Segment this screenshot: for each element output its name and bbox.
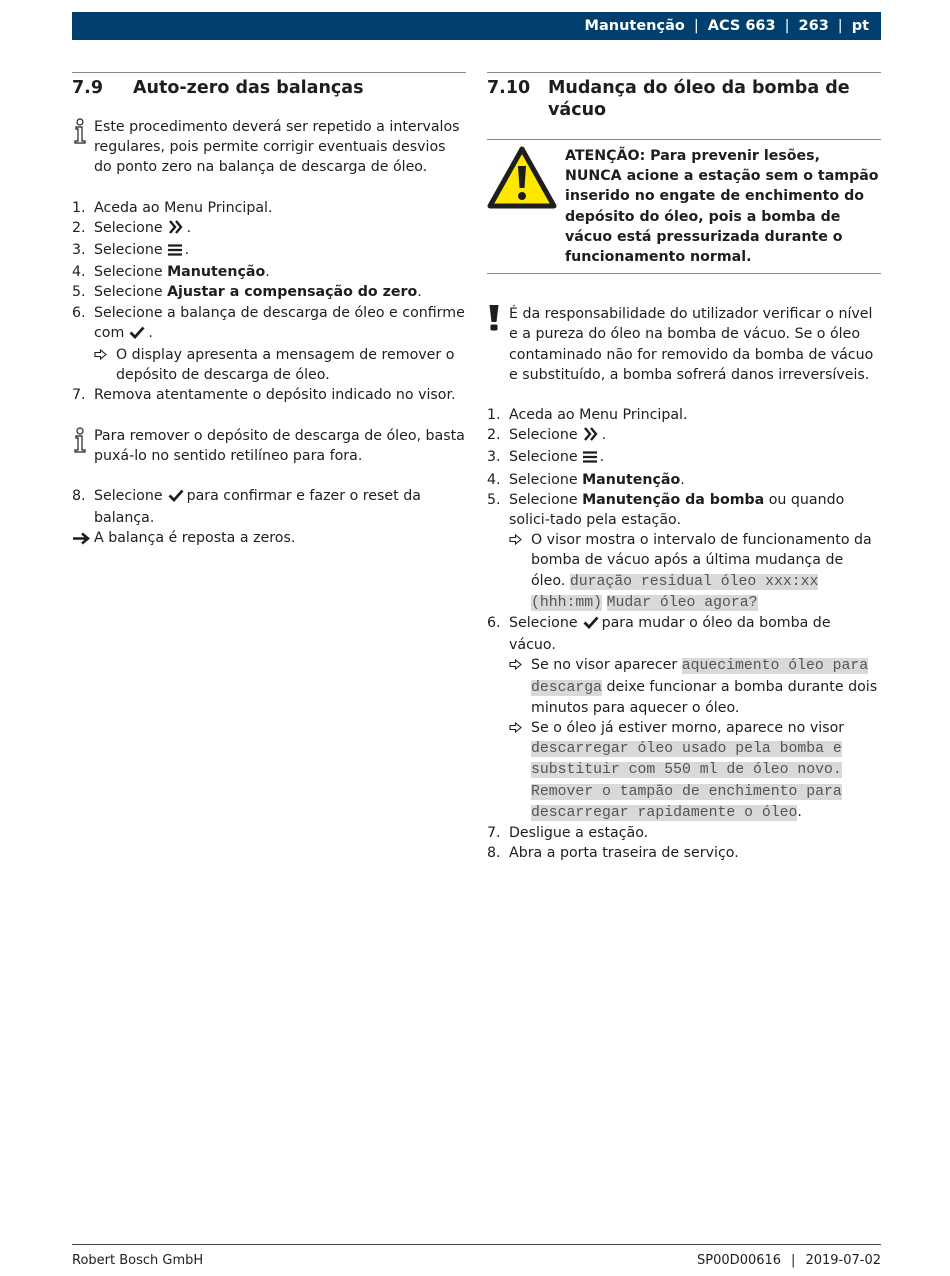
step-item [72,385,466,405]
section-heading: Auto-zero das balanças [133,78,364,98]
menu-option-label: Manutenção [167,264,266,281]
step-item [72,262,466,282]
step-item [72,303,466,345]
step-item [72,218,466,240]
step-item [487,843,881,863]
step-number: 4. [487,471,501,488]
step-text-post: . [148,324,153,341]
step-item [487,470,881,490]
procedure-steps [72,198,466,345]
footer-date: 2019-07-02 [805,1253,881,1268]
header-separator: | [837,18,843,34]
notice-text: É da responsabilidade do utilizador verificar o nível e a pureza do óleo na bomba de vácuo. Se o óleo contaminado não for removido da bomba de vácuo e substituído, a bomba sofrerá danos irreversíveis. [509,306,874,383]
step-text: Aceda ao Menu Principal. [94,199,273,216]
step-text-post: . [417,284,422,301]
result-item [509,655,881,718]
menu-option-label: Manutenção [582,471,681,488]
notice [487,304,881,385]
result-item [94,345,466,385]
step-text-pre: Selecione [94,242,163,259]
step-text-post: para mudar o óleo da bomba de vácuo. [509,615,831,654]
step-number: 1. [487,407,501,424]
section-number: 7.9 [72,78,104,98]
header-lang: pt [851,18,869,34]
step-number: 7. [72,387,86,404]
step-number: 2. [72,219,86,236]
step-number: 5. [487,491,501,508]
procedure-steps [72,385,466,405]
step-text [509,613,881,655]
final-arrow-icon [72,528,94,548]
final-result-text: A balança é reposta a zeros. [94,530,296,547]
footer-info [697,1253,881,1268]
header-separator: | [693,18,699,34]
header-product: ACS 663 [707,18,776,34]
procedure-steps [487,613,881,655]
step-number: 3. [72,242,86,259]
header-page: 263 [798,18,829,34]
step-text-pre: Selecione [94,488,163,505]
menu-icon [168,242,182,262]
header-separator: | [784,18,790,34]
warning-triangle-icon [487,146,565,267]
info-note-text: Para remover o depósito de descarga de óleo, basta puxá-lo no sentido retilíneo para fora. [94,427,465,464]
info-icon [72,117,94,178]
result-text-post: . [797,803,802,820]
step-text: Remova atentamente o depósito indicado no visor. [94,387,456,404]
step-text-pre: Selecione [509,427,578,444]
result-text: O display apresenta a mensagem de remover o depósito de descarga de óleo. [116,347,455,384]
section-title-oil-change [487,72,881,121]
step-text: Desligue a estação. [509,825,649,842]
step-number: 3. [487,449,501,466]
step-text: Abra a porta traseira de serviço. [509,845,739,862]
step-text-pre: Selecione [509,491,583,508]
left-column [72,72,466,549]
display-message: duração residual óleo xxx:xx (hhh:mm) [531,573,819,611]
result-arrow-icon [509,655,531,718]
result-text [531,718,881,823]
step-number: 5. [72,284,86,301]
right-column [487,72,881,864]
step-item [72,198,466,218]
step-item [72,240,466,262]
checkmark-icon [583,615,599,635]
step-text-post: . [680,471,685,488]
result-arrow-icon [509,718,531,823]
result-item [509,718,881,823]
section-heading: Mudança do óleo da bomba de vácuo [548,78,850,120]
step-number: 1. [72,199,86,216]
warning-text: ATENÇÃO: Para prevenir lesões, NUNCA acione a estação sem o tampão inserido no engate de enchimento do depósito do óleo, pois a bomba de vácuo está pressurizada durante o funcionamento normal. [565,148,879,266]
step-item [487,447,881,469]
step-number: 6. [487,615,501,632]
step-text-post: . [599,449,605,466]
step-text [509,470,881,490]
info-note [72,426,466,466]
result-text-post: deixe funcionar a bomba durante dois minutos para aquecer o óleo. [531,678,878,716]
result-text-pre: Se o óleo já estiver morno, aparece no visor [531,720,845,737]
step-text [94,282,466,302]
step-text-pre: Selecione [94,264,168,281]
result-arrow-icon [94,345,116,385]
step-text-post: ou quando solici-tado pela estação. [509,491,845,529]
checkmark-icon [129,325,145,345]
result-arrow-icon [509,530,531,613]
step-text-pre: Selecione [509,449,578,466]
result-text [531,530,881,613]
step-text: Aceda ao Menu Principal. [509,407,688,424]
info-note [72,117,466,178]
step-text-post: . [186,219,192,236]
display-message: Mudar óleo agora? [606,594,758,611]
info-note-text: Este procedimento deverá ser repetido a intervalos regulares, pois permite corrigir eventuais desvios do ponto zero na balança de descarga de óleo. [94,119,460,176]
result-text-main: O visor mostra o intervalo de funcionamento da bomba de vácuo após a última mudança de óleo. [531,532,872,589]
double-chevron-right-icon [168,220,184,240]
step-text [94,303,466,345]
footer-separator: | [791,1253,796,1268]
step-text-pre: Selecione [509,615,578,632]
step-text [509,425,881,447]
warning-box [487,139,881,274]
menu-option-label: Ajustar a compensação do zero [167,284,418,301]
footer-doc-number: SP00D00616 [697,1253,782,1268]
footer-company: Robert Bosch GmbH [72,1253,204,1268]
double-chevron-right-icon [583,427,599,447]
checkmark-icon [168,488,184,508]
step-text-pre: Selecione [94,219,163,236]
step-number: 6. [72,304,86,321]
step-number: 8. [487,845,501,862]
step-item [487,405,881,425]
step-text-post: . [601,427,607,444]
step-item [72,282,466,302]
step-number: 8. [72,488,86,505]
step-item [487,823,881,843]
section-title-autozero [72,72,466,99]
footer-divider [72,1244,881,1245]
step-item [487,613,881,655]
step-number: 7. [487,825,501,842]
step-text [94,486,466,528]
final-result [72,528,466,548]
step-text-post: . [184,242,190,259]
section-number: 7.10 [487,78,531,98]
exclamation-icon [487,304,509,385]
step-number: 4. [72,264,86,281]
step-text [94,262,466,282]
step-item [72,486,466,528]
step-text-pre: Selecione [509,471,583,488]
display-message: descarregar óleo usado pela bomba e substituir com 550 ml de óleo novo. Remover o tampão de enchimento para descarregar rapidamente o óleo [531,741,842,821]
info-icon [72,426,94,466]
procedure-steps [487,405,881,530]
step-text-post: . [265,264,270,281]
step-text-pre: Selecione a balança de descarga de óleo e confirme com [94,304,465,341]
step-text [94,240,466,262]
step-number: 2. [487,427,501,444]
step-item [487,490,881,530]
step-text [509,490,881,530]
page-header [72,12,881,40]
result-text [531,655,881,718]
menu-option-label: Manutenção da bomba [582,491,765,508]
procedure-steps [72,486,466,528]
step-results [487,655,881,823]
step-text-pre: Selecione [94,284,168,301]
header-section: Manutenção [584,18,685,34]
result-item [509,530,881,613]
result-text-pre: Se no visor aparecer [531,657,682,674]
step-results [487,530,881,613]
step-text-post: para confirmar e fazer o reset da balança. [94,488,421,527]
step-item [487,425,881,447]
display-message: aquecimento óleo para descarga [531,658,869,696]
step-results [72,345,466,385]
procedure-steps [487,823,881,863]
step-text [509,447,881,469]
menu-icon [583,449,597,469]
step-text [94,218,466,240]
